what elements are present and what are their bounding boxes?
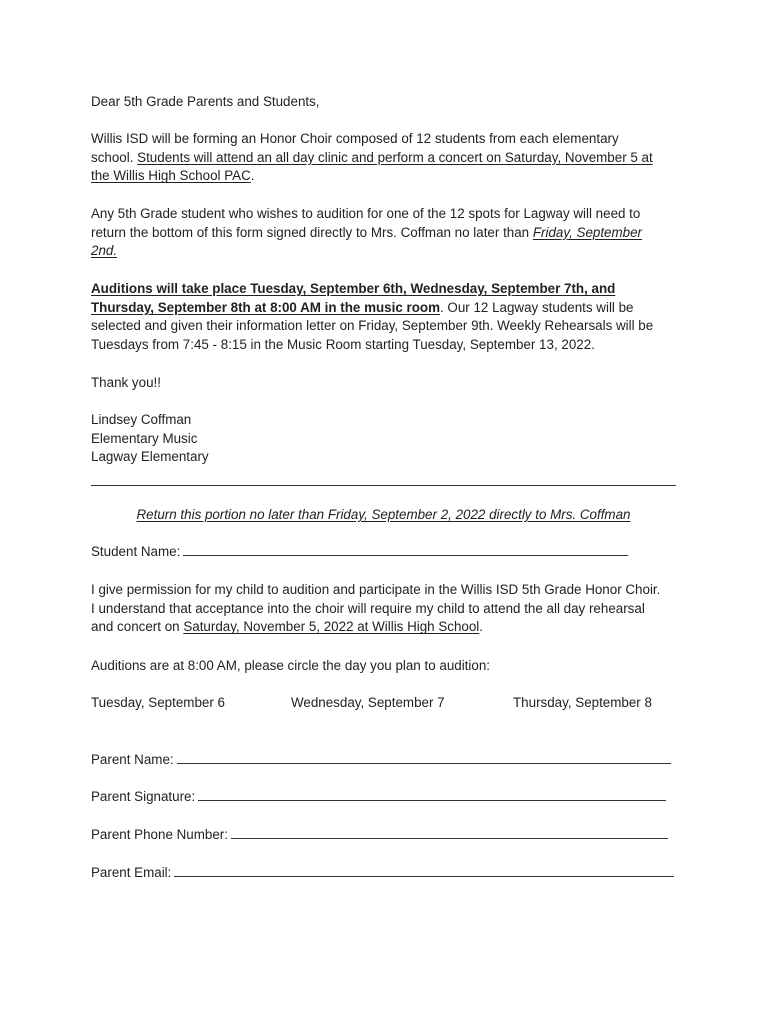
day-option-wednesday[interactable]: Wednesday, September 7 bbox=[291, 695, 445, 710]
student-name-line[interactable] bbox=[183, 543, 628, 556]
return-note: Return this portion no later than Friday, September 2, 2022 directly to Mrs. Coffman bbox=[136, 507, 631, 522]
parent-signature-label: Parent Signature: bbox=[91, 789, 196, 804]
paragraph-audition-schedule: Auditions will take place Tuesday, September 6th, Wednesday, September 7th, and Thursday, September 8th at 8:00 AM in the music room. Our 12 Lagway students will be selected and given their information letter on Friday, September 9th. Weekly Rehearsals will be Tuesdays from 7:45 - 8:15 in the Music Room starting Tuesday, September 13, 2022. bbox=[91, 281, 654, 353]
paragraph-honor-choir: Willis ISD will be forming an Honor Choir composed of 12 students from each elementary school. Students will attend an all day clinic and perform a concert on Saturday, November 5 at the Willis High School PAC. bbox=[91, 131, 653, 184]
parent-name-field[interactable] bbox=[91, 751, 671, 769]
audition-prompt: Auditions are at 8:00 AM, please circle the day you plan to audition: bbox=[91, 658, 490, 673]
signature-school: Lagway Elementary bbox=[91, 449, 209, 465]
parent-name-label: Parent Name: bbox=[91, 752, 174, 767]
parent-phone-label: Parent Phone Number: bbox=[91, 827, 228, 842]
parent-email-label: Parent Email: bbox=[91, 865, 172, 880]
parent-signature-line[interactable] bbox=[198, 788, 666, 801]
day-option-tuesday[interactable]: Tuesday, September 6 bbox=[91, 695, 225, 710]
student-name-field[interactable] bbox=[91, 543, 628, 561]
signature-block bbox=[91, 411, 691, 467]
cut-divider bbox=[91, 485, 676, 486]
parent-signature-field[interactable] bbox=[91, 788, 666, 806]
paragraph-audition-info: Any 5th Grade student who wishes to audition for one of the 12 spots for Lagway will need to return the bottom of this form signed directly to Mrs. Coffman no later than Friday, September 2nd. bbox=[91, 206, 643, 259]
parent-email-line[interactable] bbox=[174, 864, 674, 877]
thanks: Thank you!! bbox=[91, 375, 161, 390]
signature-title: Elementary Music bbox=[91, 430, 198, 446]
parent-name-line[interactable] bbox=[177, 751, 671, 764]
parent-phone-field[interactable] bbox=[91, 826, 668, 844]
permission-paragraph: I give permission for my child to audition and participate in the Willis ISD 5th Grade Honor Choir. I understand that acceptance into the choir will require my child to attend the all day rehearsal and concert on Saturday, November 5, 2022 at Willis High School. bbox=[91, 582, 661, 635]
parent-email-field[interactable] bbox=[91, 864, 674, 882]
greeting: Dear 5th Grade Parents and Students, bbox=[91, 94, 320, 109]
student-name-label: Student Name: bbox=[91, 544, 181, 559]
parent-phone-line[interactable] bbox=[231, 826, 668, 839]
day-option-thursday[interactable]: Thursday, September 8 bbox=[513, 695, 652, 710]
signature-name: Lindsey Coffman bbox=[91, 412, 192, 427]
